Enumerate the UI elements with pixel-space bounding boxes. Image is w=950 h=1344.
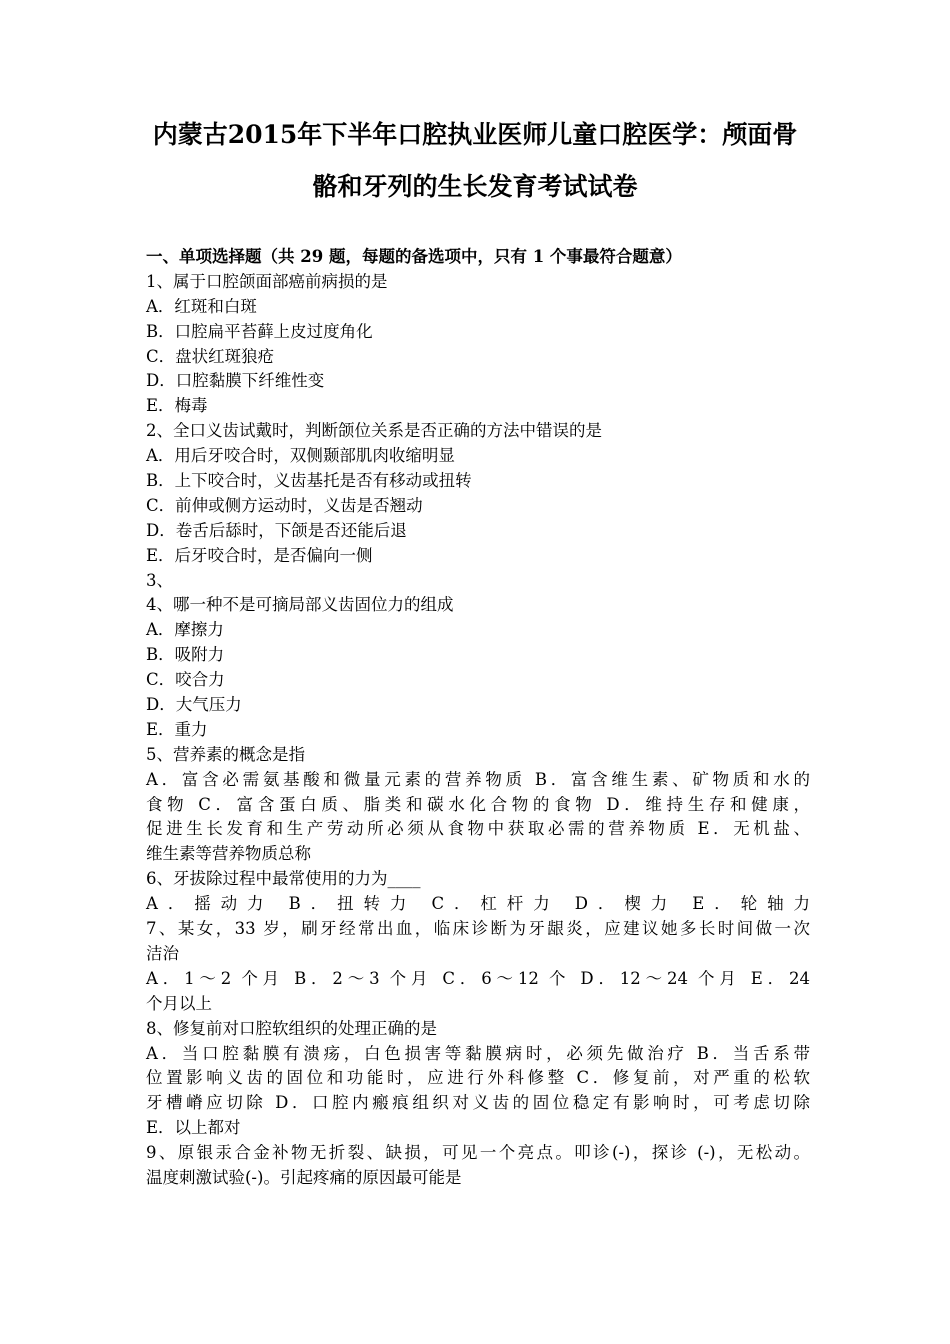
option-line: B．上下咬合时，义齿基托是否有移动或扭转 [146, 471, 472, 491]
option-line: E．重力 [146, 719, 208, 739]
option-line: 促进生长发育和生产劳动所必须从食物中获取必需的营养物质 E．无机盐、 [146, 819, 810, 839]
document-title-line-2: 骼和牙列的生长发育考试试卷 [312, 172, 638, 201]
option-line: D．卷舌后舔时，下颌是否还能后退 [146, 520, 407, 540]
question-line: 温度刺激试验(-)。引起疼痛的原因最可能是 [146, 1167, 462, 1187]
option-line: C．前伸或侧方运动时，义齿是否翘动 [146, 495, 423, 515]
question-line: 5、营养素的概念是指 [146, 744, 305, 764]
option-line: E．以上都对 [146, 1118, 241, 1138]
option-line: 维生素等营养物质总称 [146, 844, 311, 864]
question-line: 2、全口义齿试戴时，判断颌位关系是否正确的方法中错误的是 [146, 421, 602, 441]
option-line: A．红斑和白斑 [146, 296, 257, 316]
option-line: A．摩擦力 [146, 620, 224, 640]
option-line: D．口腔黏膜下纤维性变 [146, 371, 325, 391]
document-title-line-1: 内蒙古2015年下半年口腔执业医师儿童口腔医学：颅面骨 [152, 120, 798, 149]
question-line: 4、哪一种不是可摘局部义齿固位力的组成 [146, 595, 454, 615]
option-line: A．用后牙咬合时，双侧颞部肌肉收缩明显 [146, 446, 455, 466]
option-line: A．1～2 个月 B．2～3 个月 C．6～12 个 D．12～24 个月 E．24 [146, 968, 810, 988]
option-line: 食物 C．富含蛋白质、脂类和碳水化合物的食物 D．维持生存和健康， [146, 794, 810, 814]
option-line: E．后牙咬合时，是否偏向一侧 [146, 545, 373, 565]
option-line: C．咬合力 [146, 670, 225, 690]
question-line: 1、属于口腔颌面部癌前病损的是 [146, 271, 388, 291]
question-line: 洁治 [146, 943, 179, 963]
option-line: E．梅毒 [146, 396, 208, 416]
option-line: B．口腔扁平苔藓上皮过度角化 [146, 321, 373, 341]
option-line: D．大气压力 [146, 695, 242, 715]
document-body [146, 245, 810, 1191]
option-line: 牙槽嵴应切除 D．口腔内瘢痕组织对义齿的固位稳定有影响时，可考虑切除 [146, 1093, 810, 1113]
option-line: A．富含必需氨基酸和微量元素的营养物质 B．富含维生素、矿物质和水的 [146, 769, 810, 789]
option-line: C．盘状红斑狼疮 [146, 346, 275, 366]
section-heading: 一、单项选择题（共 29 题，每题的备选项中，只有 1 个事最符合题意） [146, 247, 682, 266]
option-line: A．当口腔黏膜有溃疡，白色损害等黏膜病时，必须先做治疗 B．当舌系带 [146, 1043, 810, 1063]
option-line: A．摇动力 B．扭转力 C．杠杆力 D．楔力 E．轮轴力 [146, 894, 810, 914]
question-line: 9、原银汞合金补物无折裂、缺损，可见一个亮点。叩诊(-)，探诊 (-)，无松动。 [146, 1143, 810, 1163]
option-line: 位置影响义齿的固位和功能时，应进行外科修整 C．修复前，对严重的松软 [146, 1068, 810, 1088]
question-line: 8、修复前对口腔软组织的处理正确的是 [146, 1018, 437, 1038]
question-line: 3、 [146, 570, 173, 590]
option-line: B．吸附力 [146, 645, 225, 665]
question-line: 7、某女，33 岁，刷牙经常出血，临床诊断为牙龈炎，应建议她多长时间做一次 [146, 919, 810, 939]
question-line: 6、牙拔除过程中最常使用的力为____ [146, 869, 421, 889]
option-line: 个月以上 [146, 993, 212, 1013]
